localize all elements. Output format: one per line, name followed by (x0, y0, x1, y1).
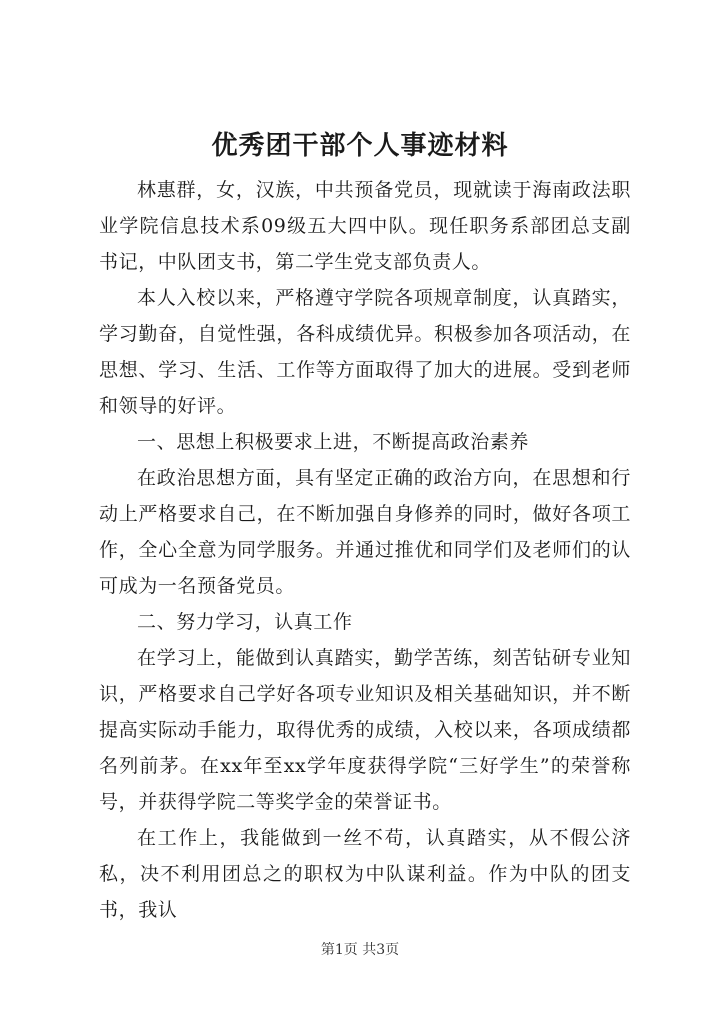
document-body (99, 172, 631, 928)
paragraph-overview: 本人入校以来，严格遵守学院各项规章制度，认真踏实，学习勤奋，自觉性强，各科成绩优异。积极参加各项活动，在思想、学习、生活、工作等方面取得了加大的进展。受到老师和领导的好评。 (99, 287, 631, 417)
section-heading-study-work: 二、努力学习，认真工作 (137, 611, 353, 633)
paragraph-ideology: 在政治思想方面，具有坚定正确的政治方向，在思想和行动上严格要求自己，在不断加强自身修养的同时，做好各项工作，全心全意为同学服务。并通过推优和同学们及老师们的认可成为一名预备党员。 (99, 467, 631, 597)
page-footer: 第1页 共3页 (320, 942, 400, 958)
paragraph-work: 在工作上，我能做到一丝不苟，认真踏实，从不假公济私，决不利用团总之的职权为中队谋利益。作为中队的团支书，我认 (99, 827, 631, 921)
document-title: 优秀团干部个人事迹材料 (211, 131, 509, 161)
section-heading-ideology: 一、思想上积极要求上进，不断提高政治素养 (137, 431, 530, 453)
paragraph-study: 在学习上，能做到认真踏实，勤学苦练，刻苦钻研专业知识，严格要求自己学好各项专业知识及相关基础知识，并不断提高实际动手能力，取得优秀的成绩，入校以来，各项成绩都名列前茅。在xx年至xx学年度获得学院“三好学生”的荣誉称号，并获得学院二等奖学金的荣誉证书。 (99, 647, 631, 813)
paragraph-intro: 林惠群，女，汉族，中共预备党员，现就读于海南政法职业学院信息技术系09级五大四中队。现任职务系部团总支副书记，中队团支书，第二学生党支部负责人。 (99, 179, 631, 273)
